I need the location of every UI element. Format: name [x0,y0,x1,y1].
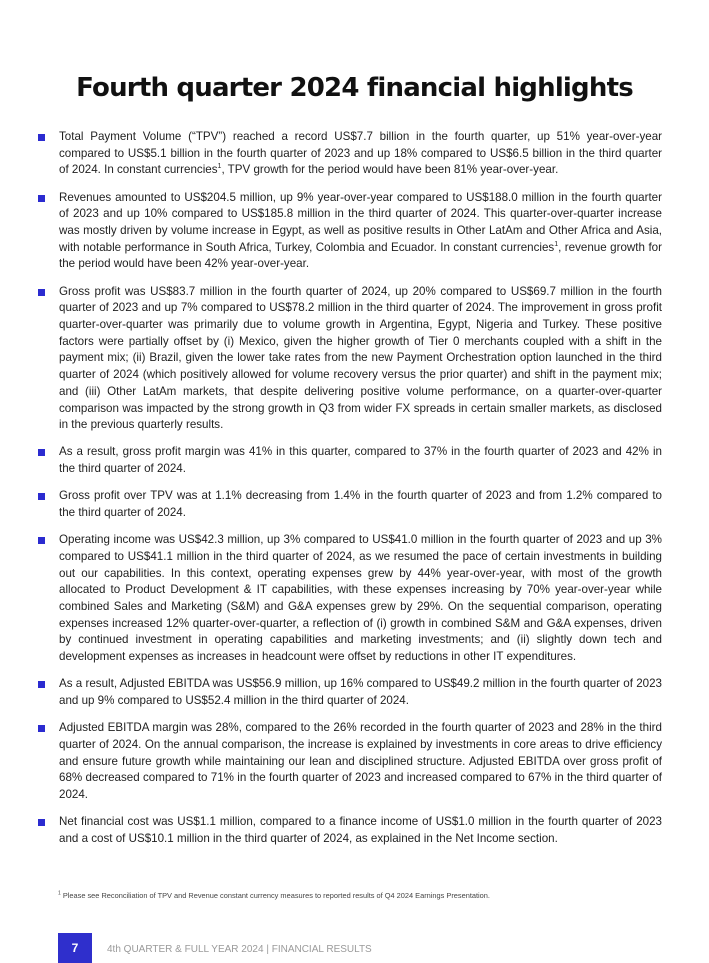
bullet-text: Total Payment Volume (“TPV”) reached a record US$7.7 billion in the fourth quarter, up 51% year-over-year compared to US$5.1 billion in the fourth quarter of 2023 and up 18% compared to US$6.5 billion in the third quarter of 2024. In constant currencies [59,130,662,177]
footnote-ref: 1 [217,163,222,171]
bullet-text-cont: , revenue growth for the period would have been 42% year-over-year. [59,240,662,271]
square-bullet-icon [38,537,45,544]
footnote-marker: 1 [58,890,61,897]
footer-label: 4th QUARTER & FULL YEAR 2024 | FINANCIAL RESULTS [107,944,372,955]
bullet-text: Revenues amounted to US$204.5 million, up 9% year-over-year compared to US$188.0 million in the fourth quarter of 2023 and up 10% compared to US$185.8 million in the third quarter of 2024. This quarter-over-quarter increase was mostly driven by volume increase in Egypt, as well as positive results in Other LatAm and Other Africa and Asia, with notable performance in South Africa, Turkey, Colombia and Ecuador. In constant currencies [59,190,662,254]
bullet-text-cont: , TPV growth for the period would have been 81% year-over-year. [221,163,559,177]
footnote-ref: 1 [554,240,559,248]
highlight-gross-margin [38,444,662,477]
highlights-list [38,129,662,858]
square-bullet-icon [38,134,45,141]
highlight-ebitda-margin [38,720,662,804]
bullet-text: As a result, gross profit margin was 41% in this quarter, compared to 37% in the fourth quarter of 2023 and 42% in the third quarter of 2024. [59,445,662,476]
highlight-net-financial-cost [38,814,662,847]
square-bullet-icon [38,289,45,296]
square-bullet-icon [38,819,45,826]
highlight-adjusted-ebitda [38,676,662,709]
square-bullet-icon [38,449,45,456]
highlight-gross-profit [38,284,662,434]
bullet-text: Operating income was US$42.3 million, up 3% compared to US$41.0 million in the fourth quarter of 2023 and up 3% compared to US$41.1 million in the third quarter of 2024, as we resumed the pace of certain investments in building out our capabilities. In this context, operating expenses grew by 44% year-over-year, with most of the growth allocated to Product Development & IT capabilities, with these expenses increasing by 70% year-over-year while combined Sales and Marketing (S&M) and G&A expenses grew by 29%. On the sequential comparison, operating expenses increased 12% quarter-over-quarter, a reflection of (i) growth in combined S&M and G&A expenses, driven by continued investment in operating capabilities and marketing investments; and (ii) slightly down tech and development expenses as increases in headcount were offset by reductions in other IT expenditures. [59,533,662,664]
highlight-tpv [38,129,662,179]
highlight-operating-income [38,532,662,666]
bullet-text: Net financial cost was US$1.1 million, compared to a finance income of US$1.0 million in the fourth quarter of 2023 and a cost of US$10.1 million in the third quarter of 2024, as explained in the Net Income section. [59,815,662,846]
bullet-text: Gross profit was US$83.7 million in the fourth quarter of 2024, up 20% compared to US$69.7 million in the fourth quarter of 2023 and up 7% compared to US$78.2 million in the third quarter of 2024. The improvement in gross profit quarter-over-quarter was primarily due to volume growth in Argentina, Egypt, Nigeria and Turkey. These positive factors were partially offset by (i) Mexico, given the higher growth of Tier 0 merchants coupled with a shift in the payment mix; (ii) Brazil, given the lower take rates from the new Payment Orchestration option launched in the third quarter of 2024 (which positively allowed for volume recovery versus the prior quarter) and shift in the payment mix; and (iii) Other LatAm markets, that despite delivering positive volume performance, on a quarter-over-quarter comparison was impacted by the strong growth in Q3 from wider FX spreads in certain smaller markets, as disclosed in the previous quarterly results. [59,284,662,432]
bullet-text: Adjusted EBITDA margin was 28%, compared to the 26% recorded in the fourth quarter of 2023 and 28% in the third quarter of 2024. On the annual comparison, the increase is explained by investments in core areas to drive efficiency and ensure future growth while maintaining our lean and disciplined structure. Adjusted EBITDA over gross profit of 68% decreased compared to 71% in the fourth quarter of 2023 and increased compared to 67% in the third quarter of 2024. [59,721,662,802]
square-bullet-icon [38,195,45,202]
highlight-gross-profit-over-tpv [38,488,662,521]
page-number: 7 [58,933,92,963]
square-bullet-icon [38,681,45,688]
footnote-text: Please see Reconciliation of TPV and Revenue constant currency measures to reported results of Q4 2024 Earnings Presentation. [60,891,490,900]
page-title: Fourth quarter 2024 financial highlights [76,73,633,104]
bullet-text: As a result, Adjusted EBITDA was US$56.9 million, up 16% compared to US$49.2 million in the fourth quarter of 2023 and up 9% compared to US$52.4 million in the third quarter of 2024. [59,677,662,708]
highlight-revenues [38,190,662,274]
bullet-text: Gross profit over TPV was at 1.1% decreasing from 1.4% in the fourth quarter of 2023 and from 1.2% compared to the third quarter of 2024. [59,489,662,520]
square-bullet-icon [38,725,45,732]
square-bullet-icon [38,493,45,500]
footnote [58,891,490,900]
